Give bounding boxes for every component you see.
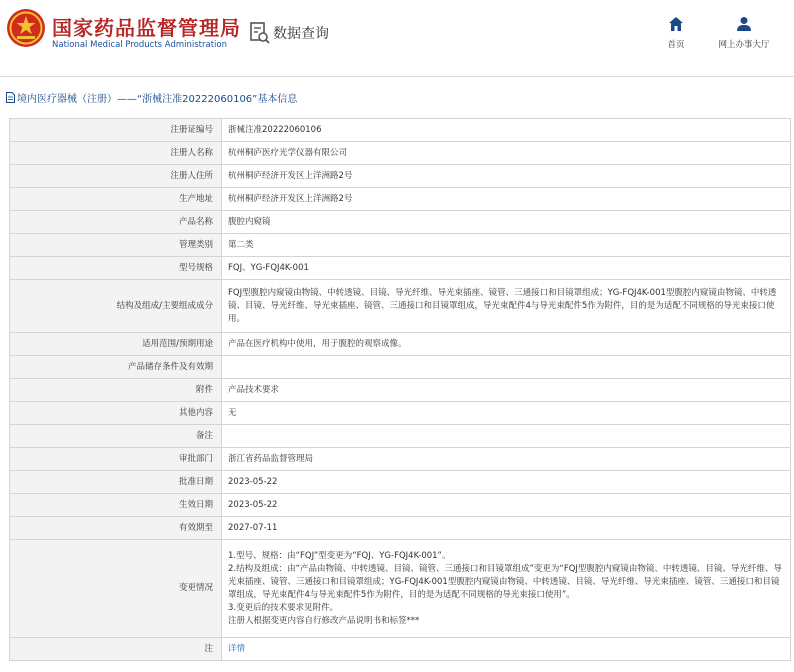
header-divider xyxy=(0,76,794,77)
row-key: 注册人住所 xyxy=(10,165,222,188)
row-value: 2023-05-22 xyxy=(222,494,791,517)
table-row xyxy=(10,234,791,257)
table-row xyxy=(10,119,791,142)
row-value xyxy=(222,356,791,379)
table-row xyxy=(10,142,791,165)
row-value: 浙械注准20222060106 xyxy=(222,119,791,142)
table-row xyxy=(10,379,791,402)
row-key: 有效期至 xyxy=(10,517,222,540)
row-key: 附件 xyxy=(10,379,222,402)
table-row xyxy=(10,280,791,333)
change-value xyxy=(222,540,791,638)
note-value xyxy=(222,638,791,661)
row-key: 型号规格 xyxy=(10,257,222,280)
row-key: 生效日期 xyxy=(10,494,222,517)
row-value: FQJ型腹腔内窥镜由物镜、中转透镜、目镜、导光纤维、导光束插座、镜管、三通接口和目镜罩组成；YG-FQJ4K-001型腹腔内窥镜由物镜、中转透镜、目镜、导光纤维、导光束插座、镜管、三通接口和目镜罩组成，导光束配件4与导光束配件5作为附件，目的是为适配不同规格的导光束接口使用。 xyxy=(222,280,791,333)
row-key: 批准日期 xyxy=(10,471,222,494)
note-key: 注 xyxy=(10,638,222,661)
nav-online-office-label: 网上办事大厅 xyxy=(718,40,770,50)
table-row xyxy=(10,517,791,540)
user-icon xyxy=(736,16,752,32)
table-row xyxy=(10,638,791,661)
table-row xyxy=(10,188,791,211)
row-value: 2027-07-11 xyxy=(222,517,791,540)
table-row xyxy=(10,257,791,280)
document-icon xyxy=(6,92,15,103)
row-value: 杭州桐庐经济开发区上洋洲路2号 xyxy=(222,188,791,211)
row-key: 管理类别 xyxy=(10,234,222,257)
table-row xyxy=(10,425,791,448)
site-header xyxy=(0,0,794,66)
detail-table xyxy=(9,118,791,661)
row-value: 腹腔内窥镜 xyxy=(222,211,791,234)
row-key: 备注 xyxy=(10,425,222,448)
row-value: 第二类 xyxy=(222,234,791,257)
table-row xyxy=(10,356,791,379)
brand-title-en: National Medical Products Administration xyxy=(52,40,227,50)
table-row xyxy=(10,333,791,356)
table-row xyxy=(10,402,791,425)
row-value xyxy=(222,425,791,448)
table-row xyxy=(10,165,791,188)
table-row xyxy=(10,448,791,471)
table-row xyxy=(10,540,791,638)
detail-table-container xyxy=(9,118,791,661)
table-row xyxy=(10,211,791,234)
table-row xyxy=(10,494,791,517)
change-line: 2.结构及组成：由“产品由物镜、中转透镜、目镜、镜管、三通接口和目镜罩组成”变更为“FQJ型腹腔内窥镜由物镜、中转透镜、目镜、导光纤维、导光束插座、镜管、三通接口和目镜罩组成；YG-FQJ4K-001型腹腔内窥镜由物镜、中转透镜、目镜、导光纤维、导光束插座、镜管、三通接口和目镜罩组成，导光束配件4与导光束配件5作为附件，目的是为适配不同规格的导光束接口使用”。 xyxy=(228,563,782,600)
row-key: 生产地址 xyxy=(10,188,222,211)
nav-home-link[interactable] xyxy=(656,16,696,50)
home-icon xyxy=(668,16,684,32)
row-key: 适用范围/预期用途 xyxy=(10,333,222,356)
row-value: 浙江省药品监督管理局 xyxy=(222,448,791,471)
data-query-icon xyxy=(250,22,270,44)
row-value: 产品技术要求 xyxy=(222,379,791,402)
row-key: 审批部门 xyxy=(10,448,222,471)
change-line: 1.型号、规格：由“FQJ”型变更为“FQJ、YG-FQJ4K-001”。 xyxy=(228,550,451,561)
data-query-title: 数据查询 xyxy=(273,26,329,42)
nmpa-emblem-logo[interactable] xyxy=(6,8,46,48)
row-key: 注册证编号 xyxy=(10,119,222,142)
change-line: 3.变更后的技术要求见附件。 xyxy=(228,602,339,613)
row-value: FQJ、YG-FQJ4K-001 xyxy=(222,257,791,280)
row-key: 产品储存条件及有效期 xyxy=(10,356,222,379)
brand-title-cn: 国家药品监督管理局 xyxy=(52,16,241,40)
details-link[interactable]: 详情 xyxy=(228,643,246,654)
row-value: 杭州桐庐经济开发区上洋洲路2号 xyxy=(222,165,791,188)
nav-home-label: 首页 xyxy=(667,40,685,50)
row-value: 杭州桐庐医疗光学仪器有限公司 xyxy=(222,142,791,165)
table-row xyxy=(10,471,791,494)
change-key: 变更情况 xyxy=(10,540,222,638)
breadcrumb-text: 境内医疗器械（注册）——“浙械注准20222060106”基本信息 xyxy=(17,94,298,105)
row-value: 2023-05-22 xyxy=(222,471,791,494)
row-value: 产品在医疗机构中使用，用于腹腔的观察成像。 xyxy=(222,333,791,356)
row-key: 产品名称 xyxy=(10,211,222,234)
row-value: 无 xyxy=(222,402,791,425)
breadcrumb xyxy=(6,90,297,105)
row-key: 注册人名称 xyxy=(10,142,222,165)
nav-online-office-link[interactable] xyxy=(706,16,782,50)
change-line: 注册人根据变更内容自行修改产品说明书和标签*** xyxy=(228,615,420,626)
row-key: 结构及组成/主要组成成分 xyxy=(10,280,222,333)
row-key: 其他内容 xyxy=(10,402,222,425)
